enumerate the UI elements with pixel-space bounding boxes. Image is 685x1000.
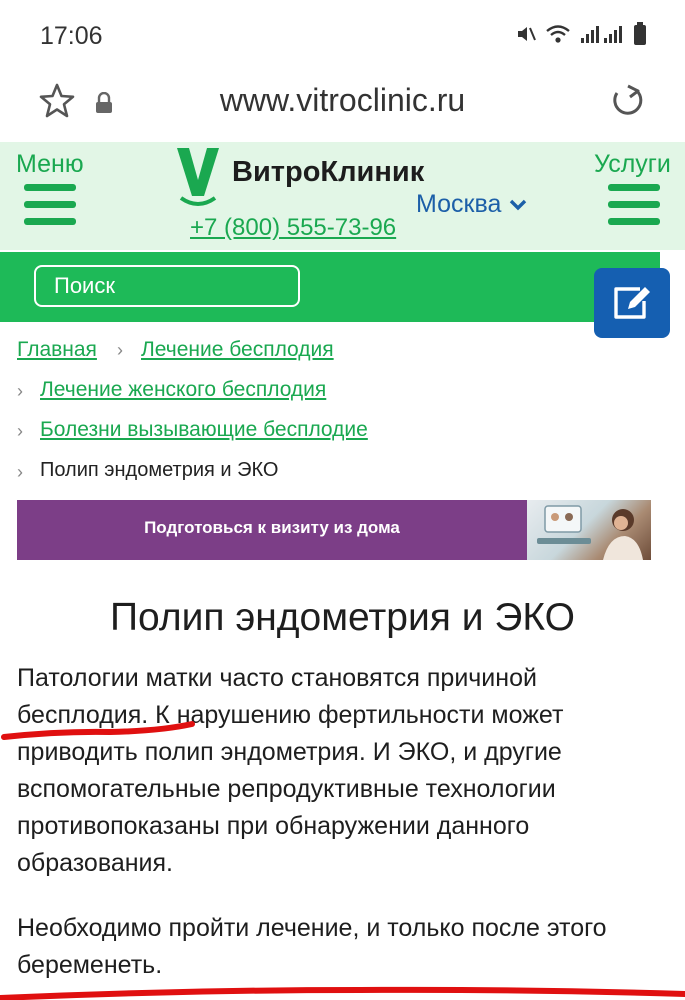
red-underline-mark	[0, 718, 220, 744]
breadcrumb-separator: ›	[17, 421, 23, 441]
status-bar	[0, 0, 685, 70]
breadcrumb-current: Полип эндометрия и ЭКО	[40, 459, 279, 481]
battery-icon	[633, 22, 647, 46]
status-time: 17:06	[40, 22, 103, 50]
city-selector[interactable]	[416, 190, 527, 219]
promo-banner[interactable]	[17, 500, 651, 560]
breadcrumb-separator: ›	[17, 462, 23, 482]
breadcrumb-infertility-treatment[interactable]: Лечение бесплодия	[141, 338, 334, 361]
red-underline-mark	[0, 978, 685, 1000]
phone-link[interactable]: +7 (800) 555-73-96	[190, 214, 397, 241]
url-field[interactable]: www.vitroclinic.ru	[219, 82, 466, 118]
wifi-icon	[545, 23, 571, 45]
services-label[interactable]: Услуги	[594, 150, 671, 178]
chevron-down-icon	[509, 199, 527, 211]
page-title: Полип эндометрия и ЭКО	[109, 596, 575, 639]
breadcrumb-female-infertility[interactable]: Лечение женского бесплодия	[40, 378, 327, 401]
edit-icon	[610, 283, 654, 323]
edit-button[interactable]	[594, 268, 670, 338]
banner-image	[527, 500, 651, 560]
breadcrumb-diseases[interactable]: Болезни вызывающие бесплодие	[40, 418, 368, 441]
city-label: Москва	[416, 190, 502, 218]
article-paragraph-2: Необходимо пройти лечение, и только после этого беременеть.	[17, 914, 607, 979]
logo-icon[interactable]	[175, 146, 221, 208]
search-input[interactable]	[34, 265, 300, 307]
breadcrumb-home[interactable]: Главная	[17, 338, 97, 361]
brand-name[interactable]: ВитроКлиник	[232, 156, 425, 188]
breadcrumb-separator: ›	[17, 381, 23, 401]
breadcrumb-separator: ›	[117, 340, 123, 360]
reload-icon[interactable]	[608, 82, 646, 120]
banner-text: Подготовься к визиту из дома	[144, 518, 400, 537]
signal-icon	[579, 23, 625, 45]
menu-icon[interactable]	[24, 184, 76, 235]
mute-icon	[515, 23, 537, 45]
services-menu-icon[interactable]	[608, 184, 660, 235]
article-paragraph-1: Патологии матки часто становятся причиной бесплодия. К нарушению фертильности может приводить полип эндометрия. И ЭКО, и другие вспомогательные репродуктивные технологии противопоказаны при обнаружении данного образования.	[17, 664, 564, 877]
status-icons	[515, 22, 647, 46]
menu-label[interactable]: Меню	[16, 150, 84, 178]
